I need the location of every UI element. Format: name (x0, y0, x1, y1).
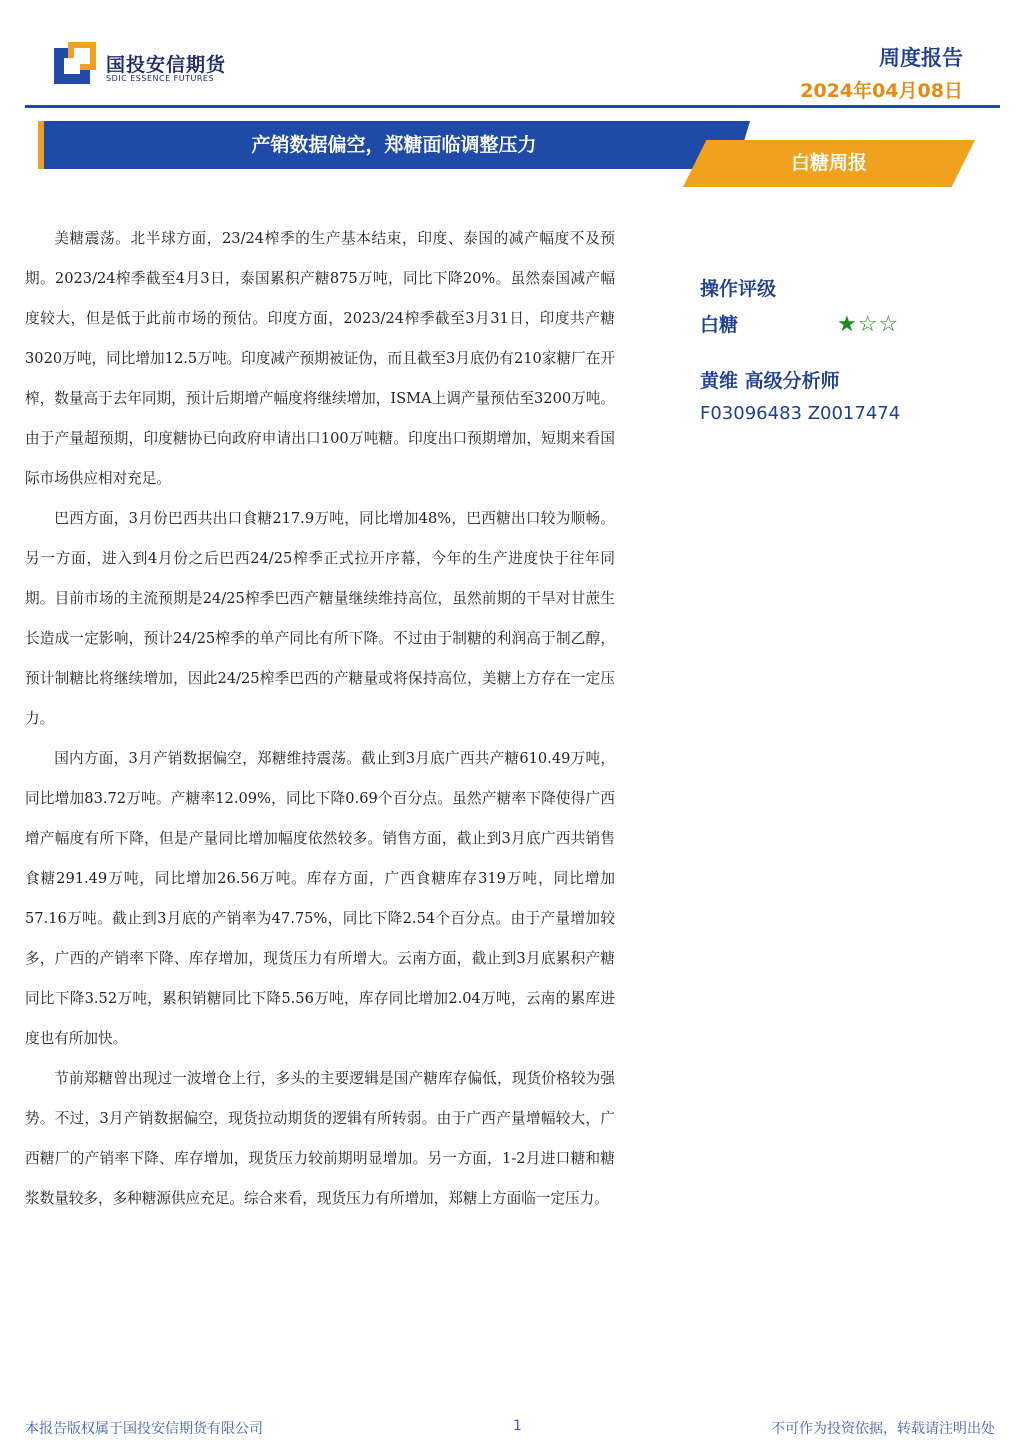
rating-title: 操作评级 (700, 278, 777, 300)
page-number: 1 (513, 1418, 522, 1434)
logo-mark-icon (54, 42, 96, 84)
paragraph: 国内方面，3月产销数据偏空，郑糖维持震荡。截止到3月底广西共产糖610.49万吨，同比增加83.72万吨。产糖率12.09%，同比下降0.69个百分点。虽然产糖率下降使得广西增产幅度有所下降，但是产量同比增加幅度依然较多。销售方面，截止到3月底广西共销售食糖291.49万吨，同比增加26.56万吨。库存方面，广西食糖库存319万吨，同比增加57.16万吨。截止到3月底的产销率为47.75%，同比下降2.54个百分点。由于产量增加较多，广西的产销率下降、库存增加，现货压力有所增大。云南方面，截止到3月底累积产糖同比下降3.52万吨，累积销糖同比下降5.56万吨，库存同比增加2.04万吨，云南的累库进度也有所加快。 (25, 750, 615, 1047)
paragraph: 巴西方面，3月份巴西共出口食糖217.9万吨，同比增加48%，巴西糖出口较为顺畅。另一方面，进入到4月份之后巴西24/25榨季正式拉开序幕，今年的生产进度快于往年同期。目前市场的主流预期是24/25榨季巴西产糖量继续维持高位，虽然前期的干旱对甘蔗生长造成一定影响，预计24/25榨季的单产同比有所下降。不过由于制糖的利润高于制乙醇，预计制糖比将继续增加，因此24/25榨季巴西的产糖量或将保持高位，美糖上方存在一定压力。 (25, 510, 615, 727)
rating-stars-icon: ★☆☆ (837, 312, 900, 337)
paragraph: 美糖震荡。北半球方面，23/24榨季的生产基本结束，印度、泰国的减产幅度不及预期。2023/24榨季截至4月3日，泰国累积产糖875万吨，同比下降20%。虽然泰国减产幅度较大，但是低于此前市场的预估。印度方面，2023/24榨季截至3月31日，印度共产糖3020万吨，同比增加12.5万吨。印度减产预期被证伪，而且截至3月底仍有210家糖厂在开榨，数量高于去年同期，预计后期增产幅度将继续增加，ISMA上调产量预估至3200万吨。由于产量超预期，印度糖协已向政府申请出口100万吨糖。印度出口预期增加，短期来看国际市场供应相对充足。 (25, 230, 615, 487)
company-logo (54, 42, 254, 92)
analyst-name: 黄维 高级分析师 (700, 370, 840, 392)
report-title: 产销数据偏空，郑糖面临调整压力 (251, 134, 537, 156)
company-name: 国投安信期货 (106, 54, 227, 76)
footer-copyright: 本报告版权属于国投安信期货有限公司 (25, 1421, 263, 1437)
sidebar (700, 274, 980, 428)
report-type: 周度报告 (879, 46, 963, 70)
company-name-en: SDIC ESSENCE FUTURES (106, 74, 215, 83)
report-subtitle: 白糖周报 (790, 152, 867, 174)
paragraph: 节前郑糖曾出现过一波增仓上行，多头的主要逻辑是国产糖库存偏低，现货价格较为强势。不过，3月产销数据偏空，现货拉动期货的逻辑有所转弱。由于广西产量增幅较大，广西糖厂的产销率下降、库存增加，现货压力较前期明显增加。另一方面，1-2月进口糖和糖浆数量较多，多种糖源供应充足。综合来看，现货压力有所增加，郑糖上方面临一定压力。 (25, 1070, 615, 1207)
rating-item: 白糖 (700, 314, 739, 336)
footer-disclaimer: 不可作为投资依据，转载请注明出处 (771, 1421, 995, 1437)
analyst-ids: F03096483 Z0017474 (700, 403, 901, 424)
report-body (25, 219, 615, 1219)
report-date: 2024年04月08日 (800, 80, 963, 102)
rating-row (700, 308, 980, 342)
header-divider (25, 105, 1000, 108)
